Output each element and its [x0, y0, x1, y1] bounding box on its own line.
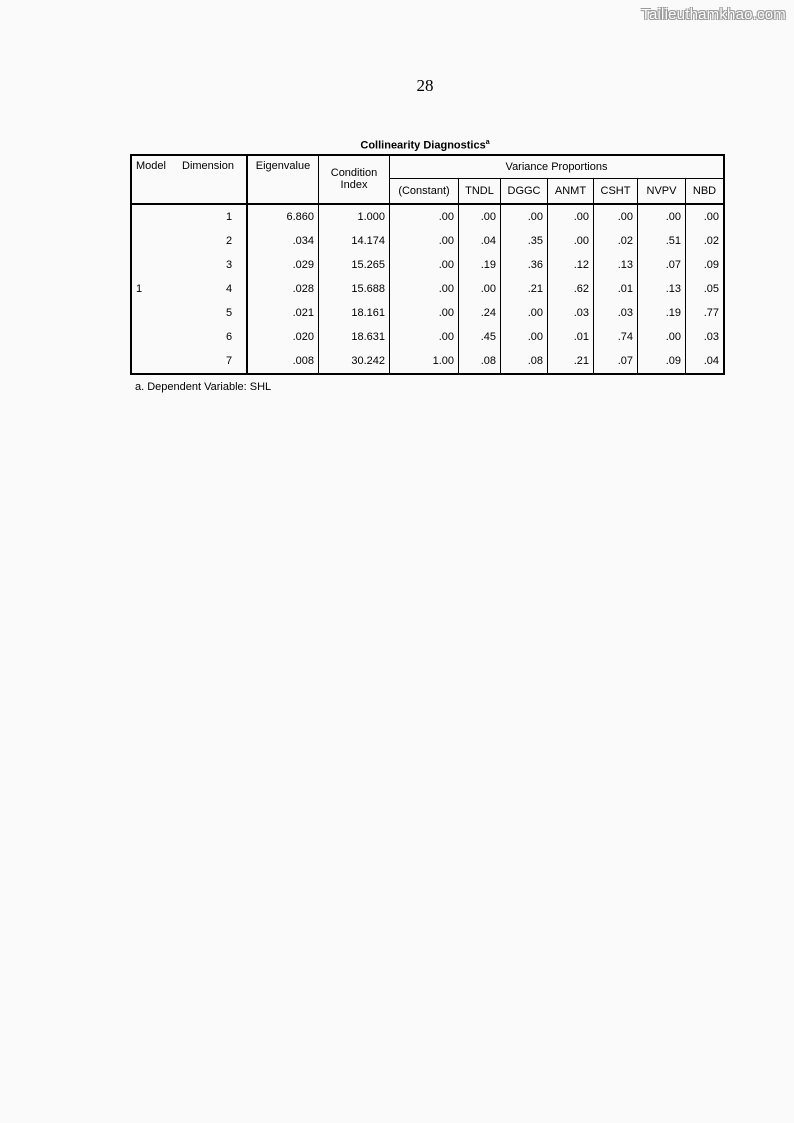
eigenvalue-cell: .021 [247, 301, 319, 325]
header-condition-index-line2: Index [319, 179, 390, 205]
header-vp-anmt: ANMT [548, 179, 594, 205]
vp-cell: .07 [638, 253, 686, 277]
header-row-1 [131, 155, 724, 179]
header-vp-nbd: NBD [686, 179, 725, 205]
vp-cell: .21 [548, 349, 594, 374]
vp-cell: .19 [638, 301, 686, 325]
vp-cell: .00 [501, 301, 548, 325]
vp-cell: .04 [459, 229, 501, 253]
vp-cell: .00 [459, 204, 501, 229]
vp-cell: .00 [548, 204, 594, 229]
vp-cell: .00 [459, 277, 501, 301]
header-eigenvalue: Eigenvalue [247, 155, 319, 204]
vp-cell: .74 [594, 325, 638, 349]
vp-cell: .00 [703, 211, 719, 223]
vp-cell: .12 [548, 253, 594, 277]
vp-cell: .13 [638, 277, 686, 301]
watermark: Tailieuthamkhao.com [641, 6, 786, 23]
vp-cell: .35 [501, 229, 548, 253]
vp-cell: .00 [390, 277, 459, 301]
table-footnote: a. Dependent Variable: SHL [135, 381, 272, 393]
table-row [131, 204, 724, 229]
vp-cell: .45 [459, 325, 501, 349]
vp-cell: .00 [548, 229, 594, 253]
header-condition-index-line1: Condition [319, 155, 390, 179]
condition-index-cell: 18.631 [319, 325, 390, 349]
vp-cell: .04 [703, 355, 719, 367]
table-row [131, 253, 724, 277]
header-vp-constant: (Constant) [390, 179, 459, 205]
collinearity-diagnostics-table [130, 154, 725, 375]
dimension-cell: 3 [178, 253, 247, 277]
header-variance-proportions: Variance Proportions [390, 155, 725, 179]
eigenvalue-cell: .008 [247, 349, 319, 374]
vp-cell: .00 [390, 301, 459, 325]
vp-cell: .03 [594, 301, 638, 325]
vp-cell: .77 [703, 307, 719, 319]
table-title-text: Collinearity Diagnostics [360, 139, 486, 152]
condition-index-cell: 14.174 [319, 229, 390, 253]
vp-cell: .00 [501, 325, 548, 349]
eigenvalue-cell: .029 [247, 253, 319, 277]
vp-cell: .02 [703, 235, 719, 247]
vp-cell: .02 [594, 229, 638, 253]
vp-cell: .00 [390, 204, 459, 229]
dimension-cell: 5 [178, 301, 247, 325]
dimension-cell: 4 [178, 277, 247, 301]
vp-cell: .08 [501, 349, 548, 374]
table-row [131, 277, 724, 301]
vp-cell: .62 [548, 277, 594, 301]
header-dimension: Dimension [178, 155, 247, 204]
condition-index-cell: 15.265 [319, 253, 390, 277]
vp-cell: .00 [390, 253, 459, 277]
vp-cell: .08 [459, 349, 501, 374]
vp-cell: .21 [501, 277, 548, 301]
vp-cell: .00 [594, 204, 638, 229]
vp-cell: .13 [594, 253, 638, 277]
vp-cell: .00 [390, 229, 459, 253]
header-vp-tndl: TNDL [459, 179, 501, 205]
table-title-superscript: a [485, 139, 490, 146]
vp-cell: .51 [638, 229, 686, 253]
header-vp-dggc: DGGC [501, 179, 548, 205]
table-row [131, 325, 724, 349]
vp-cell: .07 [594, 349, 638, 374]
vp-cell: .09 [703, 259, 719, 271]
vp-cell: .00 [390, 325, 459, 349]
table-row [131, 349, 724, 374]
table-row [131, 301, 724, 325]
dimension-cell: 1 [178, 204, 247, 229]
eigenvalue-cell: .028 [247, 277, 319, 301]
vp-cell: .09 [638, 349, 686, 374]
dimension-cell: 2 [178, 229, 247, 253]
page-number: 28 [416, 76, 434, 95]
vp-cell: .00 [638, 325, 686, 349]
vp-cell: .00 [638, 204, 686, 229]
condition-index-cell: 1.000 [319, 204, 390, 229]
eigenvalue-cell: 6.860 [247, 204, 319, 229]
vp-cell: .00 [501, 204, 548, 229]
model-cell: 1 [136, 283, 143, 295]
dimension-cell: 6 [178, 325, 247, 349]
header-vp-csht: CSHT [594, 179, 638, 205]
header-model: Model [136, 160, 166, 172]
vp-cell: .36 [501, 253, 548, 277]
vp-cell: .03 [548, 301, 594, 325]
condition-index-cell: 18.161 [319, 301, 390, 325]
condition-index-cell: 15.688 [319, 277, 390, 301]
dimension-cell: 7 [178, 349, 247, 374]
vp-cell: .01 [594, 277, 638, 301]
vp-cell: .24 [459, 301, 501, 325]
vp-cell: 1.00 [390, 349, 459, 374]
vp-cell: .03 [703, 331, 719, 343]
table-row [131, 229, 724, 253]
eigenvalue-cell: .020 [247, 325, 319, 349]
vp-cell: .01 [548, 325, 594, 349]
header-vp-nvpv: NVPV [638, 179, 686, 205]
eigenvalue-cell: .034 [247, 229, 319, 253]
condition-index-cell: 30.242 [319, 349, 390, 374]
table-title [130, 139, 720, 152]
vp-cell: .05 [703, 283, 719, 295]
vp-cell: .19 [459, 253, 501, 277]
